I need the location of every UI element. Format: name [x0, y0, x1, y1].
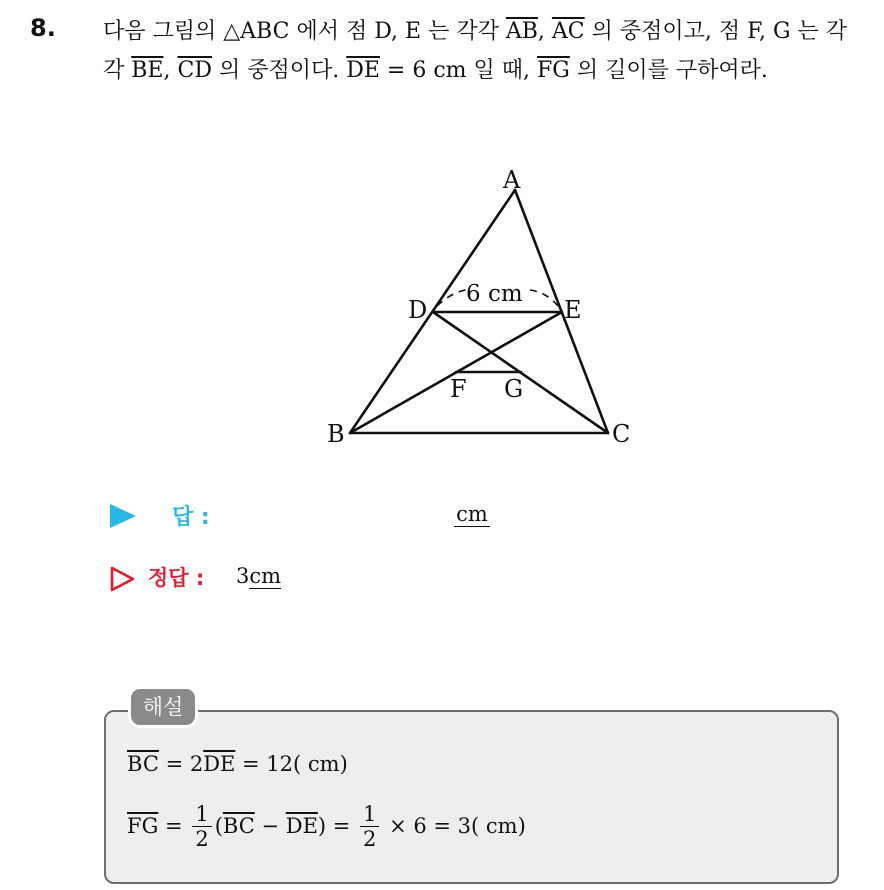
correct-answer-value — [236, 564, 281, 588]
solution-text: × 6 = 3( cm) — [382, 814, 526, 838]
correct-value-unit: cm — [249, 564, 282, 588]
answer-label: 답 : — [172, 505, 210, 530]
question-text-part: , — [537, 19, 552, 44]
solution-text: = 2 — [158, 752, 204, 776]
label-b: B — [327, 420, 345, 448]
fraction-half — [360, 802, 379, 851]
segment-ac: $\overline{AC}$ — [551, 19, 585, 44]
solution-tag: 해설 — [128, 686, 198, 728]
segment-bc: $\overline{BC}$ — [127, 752, 159, 776]
question-text-part: 의 길이를 구하여라. — [569, 58, 768, 83]
solution-text: = — [158, 814, 190, 838]
segment-de: $\overline{DE}$ — [285, 814, 318, 838]
fraction-numerator: 1 — [195, 801, 209, 826]
solution-line-2 — [127, 795, 526, 857]
outline-arrow-icon — [110, 566, 136, 592]
answer-blank[interactable]: cm — [454, 502, 490, 527]
label-g: G — [504, 375, 524, 403]
length-label: 6 cm — [466, 281, 523, 307]
question-text-part: = 6 cm 일 때, — [379, 58, 537, 83]
segment-fg: $\overline{FG}$ — [127, 814, 159, 838]
segment-de: $\overline{DE}$ — [203, 752, 236, 776]
label-c: C — [612, 420, 631, 448]
correct-value-number: 3 — [236, 564, 250, 588]
fraction-half — [192, 802, 211, 851]
solution-text: ) = — [317, 814, 358, 838]
correct-answer-label: 정답 : — [148, 566, 205, 590]
triangle-figure — [300, 150, 660, 460]
question-text-part: 다음 그림의 △ABC 에서 점 D, E 는 각각 — [103, 19, 506, 44]
solution-text: = 12( cm) — [235, 752, 348, 776]
question-text-part: 의 중점이다. — [211, 58, 347, 83]
question-text-part: 의 중점이고, 점 F, G 는 각각 — [103, 19, 848, 83]
label-f: F — [450, 375, 467, 403]
segment-be: $\overline{BE}$ — [131, 58, 164, 83]
segment-cd: $\overline{CD}$ — [177, 58, 212, 83]
fraction-denominator: 2 — [360, 826, 379, 851]
segment-bc: $\overline{BC}$ — [222, 814, 255, 838]
label-d: D — [408, 296, 428, 324]
play-arrow-icon — [110, 504, 136, 528]
label-e: E — [564, 296, 582, 324]
solution-text: ( — [214, 814, 223, 838]
segment-de: $\overline{DE}$ — [346, 58, 380, 83]
fraction-numerator: 1 — [363, 801, 377, 826]
segment-fg: $\overline{FG}$ — [536, 58, 570, 83]
question-number: 8. — [30, 14, 56, 42]
fraction-denominator: 2 — [192, 826, 211, 851]
solution-line-1 — [127, 752, 348, 776]
solution-text: − — [254, 814, 286, 838]
question-text-part: , — [163, 58, 178, 83]
segment-ab: $\overline{AB}$ — [505, 19, 538, 44]
label-a: A — [503, 166, 521, 194]
question-text — [103, 12, 863, 90]
